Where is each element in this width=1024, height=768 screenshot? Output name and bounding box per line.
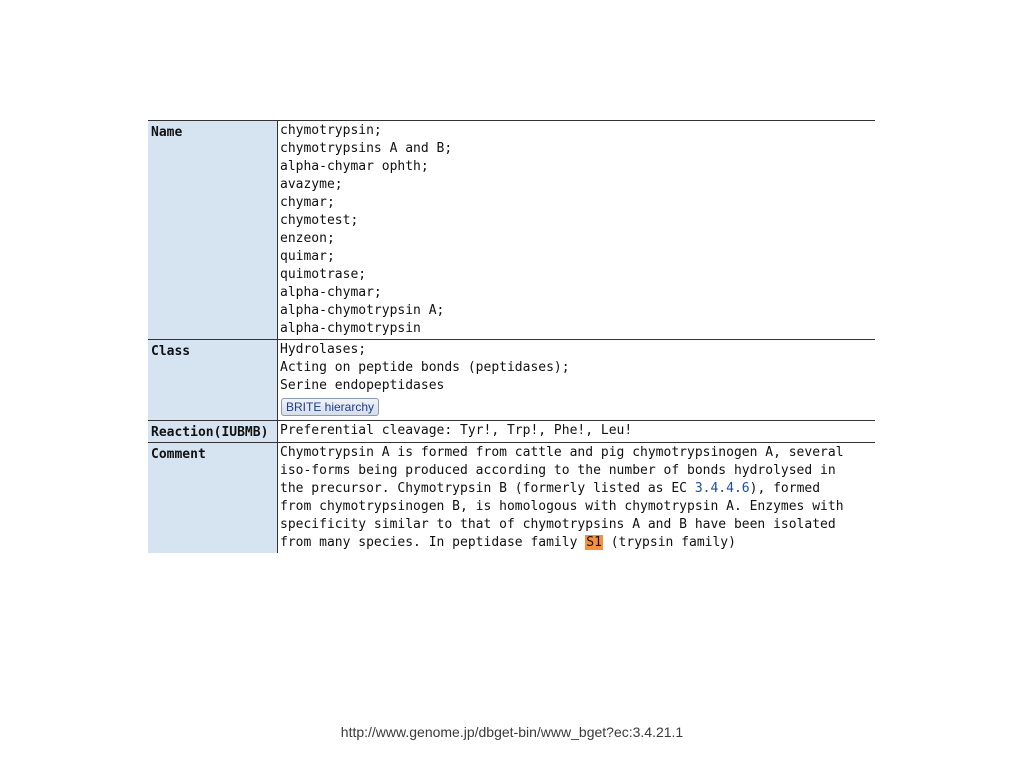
- reaction-label: Reaction(IUBMB): [148, 421, 278, 442]
- name-value: alpha-chymotrypsin: [280, 321, 421, 336]
- name-value: quimar;: [280, 249, 335, 264]
- reaction-value: Preferential cleavage: Tyr!, Trp!, Phe!, Leu!: [280, 423, 633, 438]
- name-value: quimotrase;: [280, 267, 367, 282]
- name-value: chymar;: [280, 195, 335, 210]
- class-values: [278, 340, 875, 420]
- class-label: Class: [148, 340, 278, 420]
- name-value: chymotest;: [280, 213, 359, 228]
- comment-value-cell: [278, 443, 875, 553]
- ec-link[interactable]: 3.4.4.6: [694, 481, 750, 496]
- comment-label: Comment: [148, 443, 278, 553]
- comment-text-part: Chymotrypsin A is formed from cattle and pig chymotrypsinogen A, several iso-forms being produced according to the number of bonds hydrolysed in the precursor. Chymotrypsin B (formerly listed as EC: [280, 445, 844, 496]
- name-value: alpha-chymar ophth;: [280, 159, 429, 174]
- class-value: Acting on peptide bonds (peptidases);: [280, 360, 570, 375]
- brite-hierarchy-button[interactable]: BRITE hierarchy: [281, 398, 379, 416]
- reaction-value-cell: [278, 421, 875, 442]
- name-value: alpha-chymar;: [280, 285, 382, 300]
- name-value: alpha-chymotrypsin A;: [280, 303, 445, 318]
- class-row: [148, 340, 875, 421]
- source-url: http://www.genome.jp/dbget-bin/www_bget?ec:3.4.21.1: [340, 724, 684, 740]
- peptidase-family-link[interactable]: S1: [586, 535, 602, 550]
- name-value: chymotrypsin;: [280, 123, 382, 138]
- comment-text-part: ), formed from chymotrypsinogen B, is homologous with chymotrypsin A. Enzymes with specificity similar to that of chymotrypsins A and B have been isolated from many species. In peptidase family: [280, 481, 844, 550]
- comment-text: [280, 444, 875, 552]
- name-value: chymotrypsins A and B;: [280, 141, 453, 156]
- comment-row: [148, 443, 875, 553]
- name-value: avazyme;: [280, 177, 343, 192]
- name-values: [278, 121, 875, 339]
- reaction-row: [148, 421, 875, 443]
- enzyme-entry-table: [148, 120, 875, 553]
- name-row: [148, 121, 875, 340]
- class-value: Hydrolases;: [280, 342, 367, 357]
- name-value: enzeon;: [280, 231, 335, 246]
- comment-text-part: (trypsin family): [602, 535, 736, 550]
- name-label: Name: [148, 121, 278, 339]
- class-value: Serine endopeptidases: [280, 378, 445, 393]
